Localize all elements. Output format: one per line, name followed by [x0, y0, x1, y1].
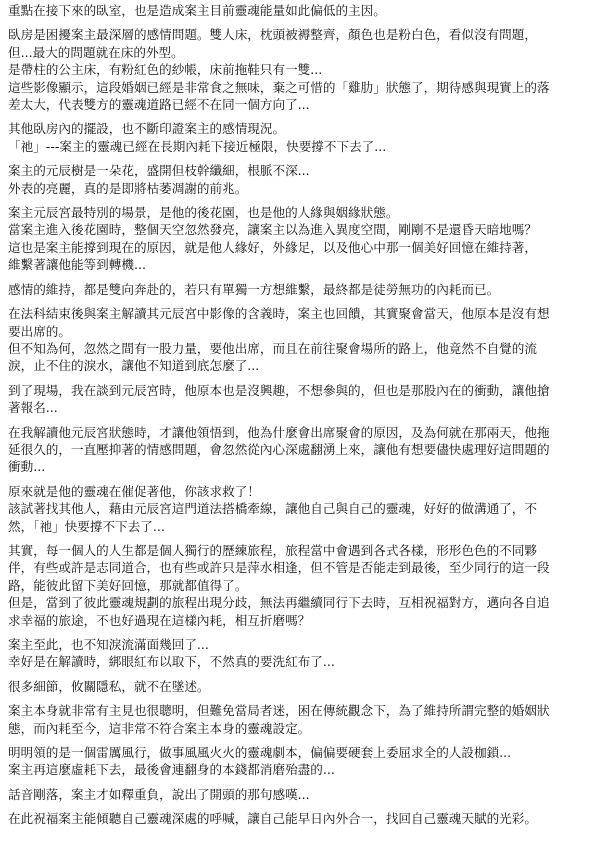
text-line: 求幸福的旅途，不也好過現在這樣內耗，相互折磨嗎？: [8, 612, 311, 628]
paragraph: [8, 702, 593, 737]
paragraph: [8, 26, 593, 113]
paragraph: [8, 424, 593, 476]
paragraph: [8, 120, 593, 155]
text-line: 但是，當到了彼此靈魂規劃的旅程出現分歧，無法再繼續同行下去時，互相祝福對方，邁向各自追: [8, 595, 550, 611]
text-line: 該試著找其他人，藉由元辰宮這門道法搭橋牽線，讓他自己與自己的靈魂，好好的做溝通了，不: [8, 501, 537, 517]
paragraph: [8, 542, 593, 629]
text-line: 其他臥房內的擺設，也不斷印證案主的感情現況。: [8, 121, 286, 137]
paragraph: [8, 483, 593, 535]
text-line: 但...最大的問題就在床的外型。: [8, 44, 184, 60]
text-line: 延很久的，一直壓抑著的情感問題，會忽然從內心深處翻湧上來，讓他有想要儘快處理好這問題的: [8, 441, 550, 457]
paragraph: [8, 2, 593, 19]
text-line: 維繫著讓他能等到轉機...: [8, 257, 146, 273]
text-line: 要出席的。: [8, 323, 71, 339]
text-line: 幸好是在解讀時，綁眼紅布以取下，不然真的要洗紅布了...: [8, 654, 335, 670]
paragraph: [8, 678, 593, 695]
paragraph: [8, 305, 593, 375]
text-line: 衝動...: [8, 459, 46, 475]
text-line: 這些影像顯示，這段婚姻已經是非常食之無味，棄之可惜的「雞肋」狀態了，期待感與現實上的落: [8, 79, 550, 95]
paragraph: [8, 744, 593, 779]
text-line: 然，「祂」快要撐不下去了...: [8, 518, 165, 534]
text-line: 在法科結束後與案主解讀其元辰宮中影像的含義時，案主也回饋，其實聚會當天，他原本是沒有想: [8, 306, 550, 322]
text-line: 案主至此，也不知淚流滿面幾回了...: [8, 637, 209, 652]
paragraph: [8, 786, 593, 803]
text-line: 「祂」---案主的靈魂已經在長期內耗下接近極限，快要撐不下去了...: [8, 138, 387, 154]
text-line: 明明領的是一個雷厲風行，做事風風火火的靈魂劇本，偏偏要硬套上委屈求全的人設枷鎖...: [8, 745, 512, 761]
text-line: 這也是案主能撐到現在的原因，就是他人緣好，外緣足，以及他心中那一個美好回憶在維持著，: [8, 239, 537, 255]
text-line: 原來就是他的靈魂在催促著他，你該求救了！: [8, 483, 260, 499]
text-line: 臥房是困擾案主最深層的感情問題。雙人床，枕頭被褥整齊，顏色也是粉白色，看似沒有問題，: [8, 27, 537, 43]
paragraph: [8, 636, 593, 671]
text-line: 案主再這麼虛耗下去，最後會連翻身的本錢都消磨殆盡的...: [8, 762, 335, 778]
text-line: 差太大，代表雙方的靈魂道路已經不在同一個方向了...: [8, 97, 310, 113]
text-line: 案主元辰宮最特別的場景，是他的後花園，也是他的人緣與姻緣狀態。: [8, 205, 399, 221]
text-line: 當案主進入後花園時，整個天空忽然發亮，讓案主以為進入異度空間，剛剛不是還昏天暗地嗎？: [8, 222, 537, 238]
text-line: 淚，止不住的淚水，讓他不知道到底怎麼了...: [8, 358, 260, 374]
text-line: 態，而內耗至今，這非常不符合案主本身的靈魂設定。: [8, 720, 311, 736]
text-line: 在我解讀他元辰宮狀態時，才讓他領悟到，他為什麼會出席聚會的原因，及為何就在那兩天，他拖: [8, 424, 550, 440]
paragraph: [8, 281, 593, 298]
text-line: 案主本身就非常有主見也很聰明，但難免當局者迷，困在傳統觀念下，為了維持所謂完整的婚姻狀: [8, 703, 550, 719]
text-line: 到了現場，我在談到元辰宮時，他原本也是沒興趣，不想參與的，但也是那股內在的衝動，讓他搶: [8, 382, 550, 398]
text-line: 話音剛落，案主才如釋重負，說出了開頭的那句感嘆...: [8, 786, 310, 802]
text-line: 案主的元辰樹是一朵花，盛開但枝幹纖細，根脈不深...: [8, 163, 310, 179]
text-line: 其實，每一個人的人生都是個人獨行的歷練旅程，旅程當中會遇到各式各樣，形形色色的不同夥: [8, 542, 537, 558]
text-line: 外表的亮麗，真的是即將枯萎凋謝的前兆。: [8, 180, 248, 196]
paragraph: [8, 810, 593, 827]
text-line: 路，能彼此留下美好回憶，那就都值得了。: [8, 577, 248, 593]
paragraph: [8, 204, 593, 274]
text-line: 著報名...: [8, 400, 58, 416]
paragraph: [8, 162, 593, 197]
text-line: 感情的維持，都是雙向奔赴的，若只有單獨一方想維繫，最終都是徒勞無功的內耗而已。: [8, 281, 500, 297]
text-line: 重點在接下來的臥室，也是造成案主目前靈魂能量如此偏低的主因。: [8, 3, 386, 18]
text-line: 是帶柱的公主床，有粉紅色的紗帳，床前拖鞋只有一雙...: [8, 62, 323, 78]
text-line: 伴，有些或許是志同道合，也有些或許只是萍水相逢，但不管是否能走到最後，至少同行的這一段: [8, 560, 550, 576]
text-line: 很多細節，攸關隱私，就不在墜述。: [8, 678, 210, 694]
text-line: 但不知為何，忽然之間有一股力量，要他出席，而且在前往聚會場所的路上，他竟然不自覺的流: [8, 340, 537, 356]
paragraph: [8, 382, 593, 417]
text-line: 在此祝福案主能傾聽自己靈魂深處的呼喊，讓自己能早日內外合一，找回自己靈魂天賦的光彩。: [8, 811, 537, 827]
